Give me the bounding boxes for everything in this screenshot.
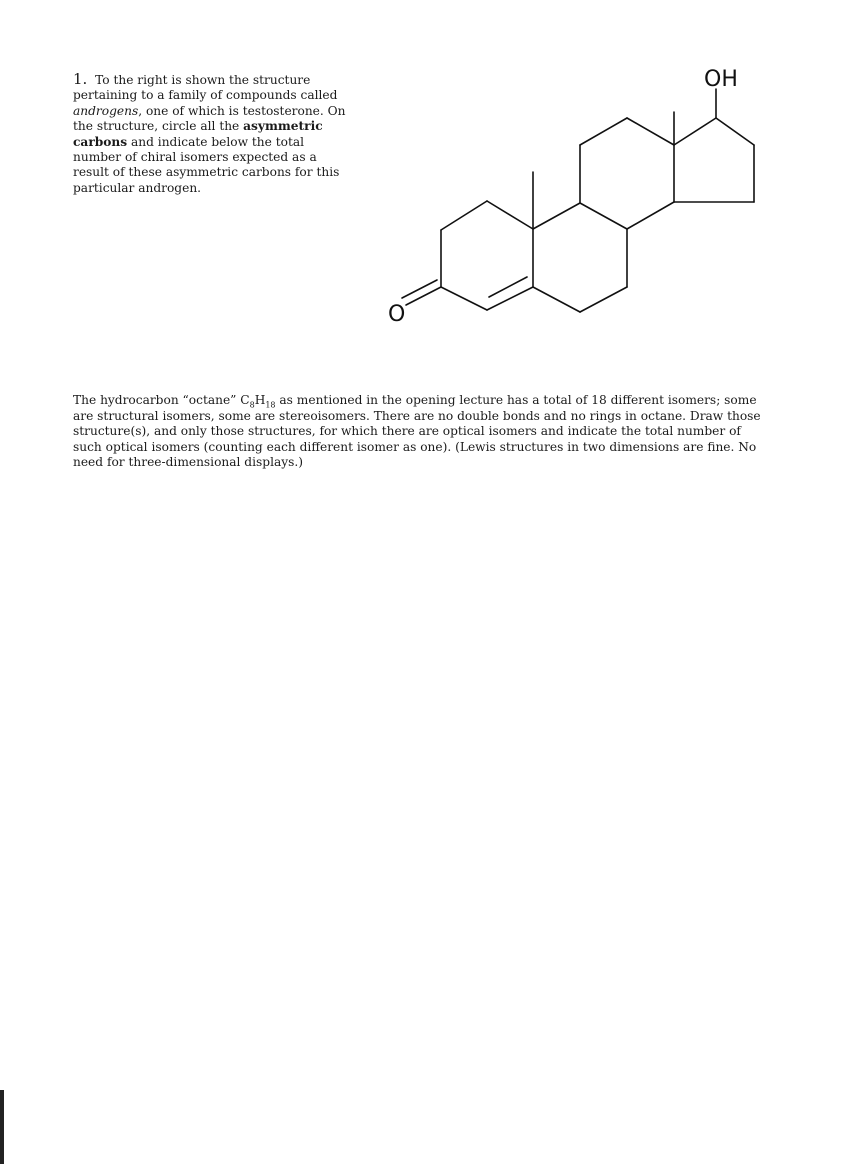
carbon-subscript: 8	[249, 400, 255, 410]
testosterone-structure	[0, 0, 844, 380]
question-1-intro: To the right is shown the structure pertaining to a family of compounds called	[73, 73, 338, 103]
question-1-middle: , one of which is testosterone. On the structure, circle all the	[73, 103, 346, 134]
bond-ring-a-5	[441, 287, 487, 310]
bond-ring-a-4	[487, 287, 533, 310]
question-1-number: 1.	[73, 70, 88, 88]
question-2-rest: as mentioned in the opening lecture has a total of 18 different isomers; some are structural isomers, some are stereoisomers. There are no double bonds and no rings in octane. Draw those structure(s), and only those structures, for which there are optical isomers and indicate the total number of such optical isomers (counting each different isomer as one). (Lewis structures in two dimensions are fine. No need for three-dimensional displays.)	[73, 393, 761, 470]
carbonyl-oxygen-label: O	[388, 302, 406, 327]
bond-ring-a-1	[441, 201, 487, 230]
question-1-bold-term: asymmetric carbons	[73, 119, 323, 149]
bond-ring-d-1	[674, 118, 716, 145]
bond-carbonyl-2	[402, 280, 437, 298]
bond-carbonyl-1	[406, 287, 441, 305]
scan-edge-mark	[0, 1090, 4, 1164]
question-1-italic-term: androgens	[73, 103, 139, 118]
bond-ring-a-double	[489, 277, 527, 297]
bond-ring-b-5	[533, 287, 580, 312]
bond-ring-c-5	[627, 202, 674, 229]
bond-ring-b-2	[580, 203, 627, 229]
hydrogen-symbol: H	[254, 393, 266, 407]
bond-ring-b-4	[580, 287, 627, 312]
bond-ring-c-3	[627, 118, 674, 145]
question-1-end: and indicate below the total number of chiral isomers expected as a result of these asymmetric carbons for this particular androgen.	[73, 134, 340, 195]
question-2-text	[73, 393, 773, 471]
question-2-start: The hydrocarbon “octane” C	[73, 393, 250, 407]
hydrogen-subscript: 18	[265, 400, 276, 410]
bond-ring-c-2	[580, 118, 627, 145]
bond-ring-a-2	[487, 201, 533, 229]
hydroxyl-label: OH	[704, 67, 738, 92]
bond-ring-d-2	[716, 118, 754, 145]
bond-ring-b-1	[533, 203, 580, 229]
